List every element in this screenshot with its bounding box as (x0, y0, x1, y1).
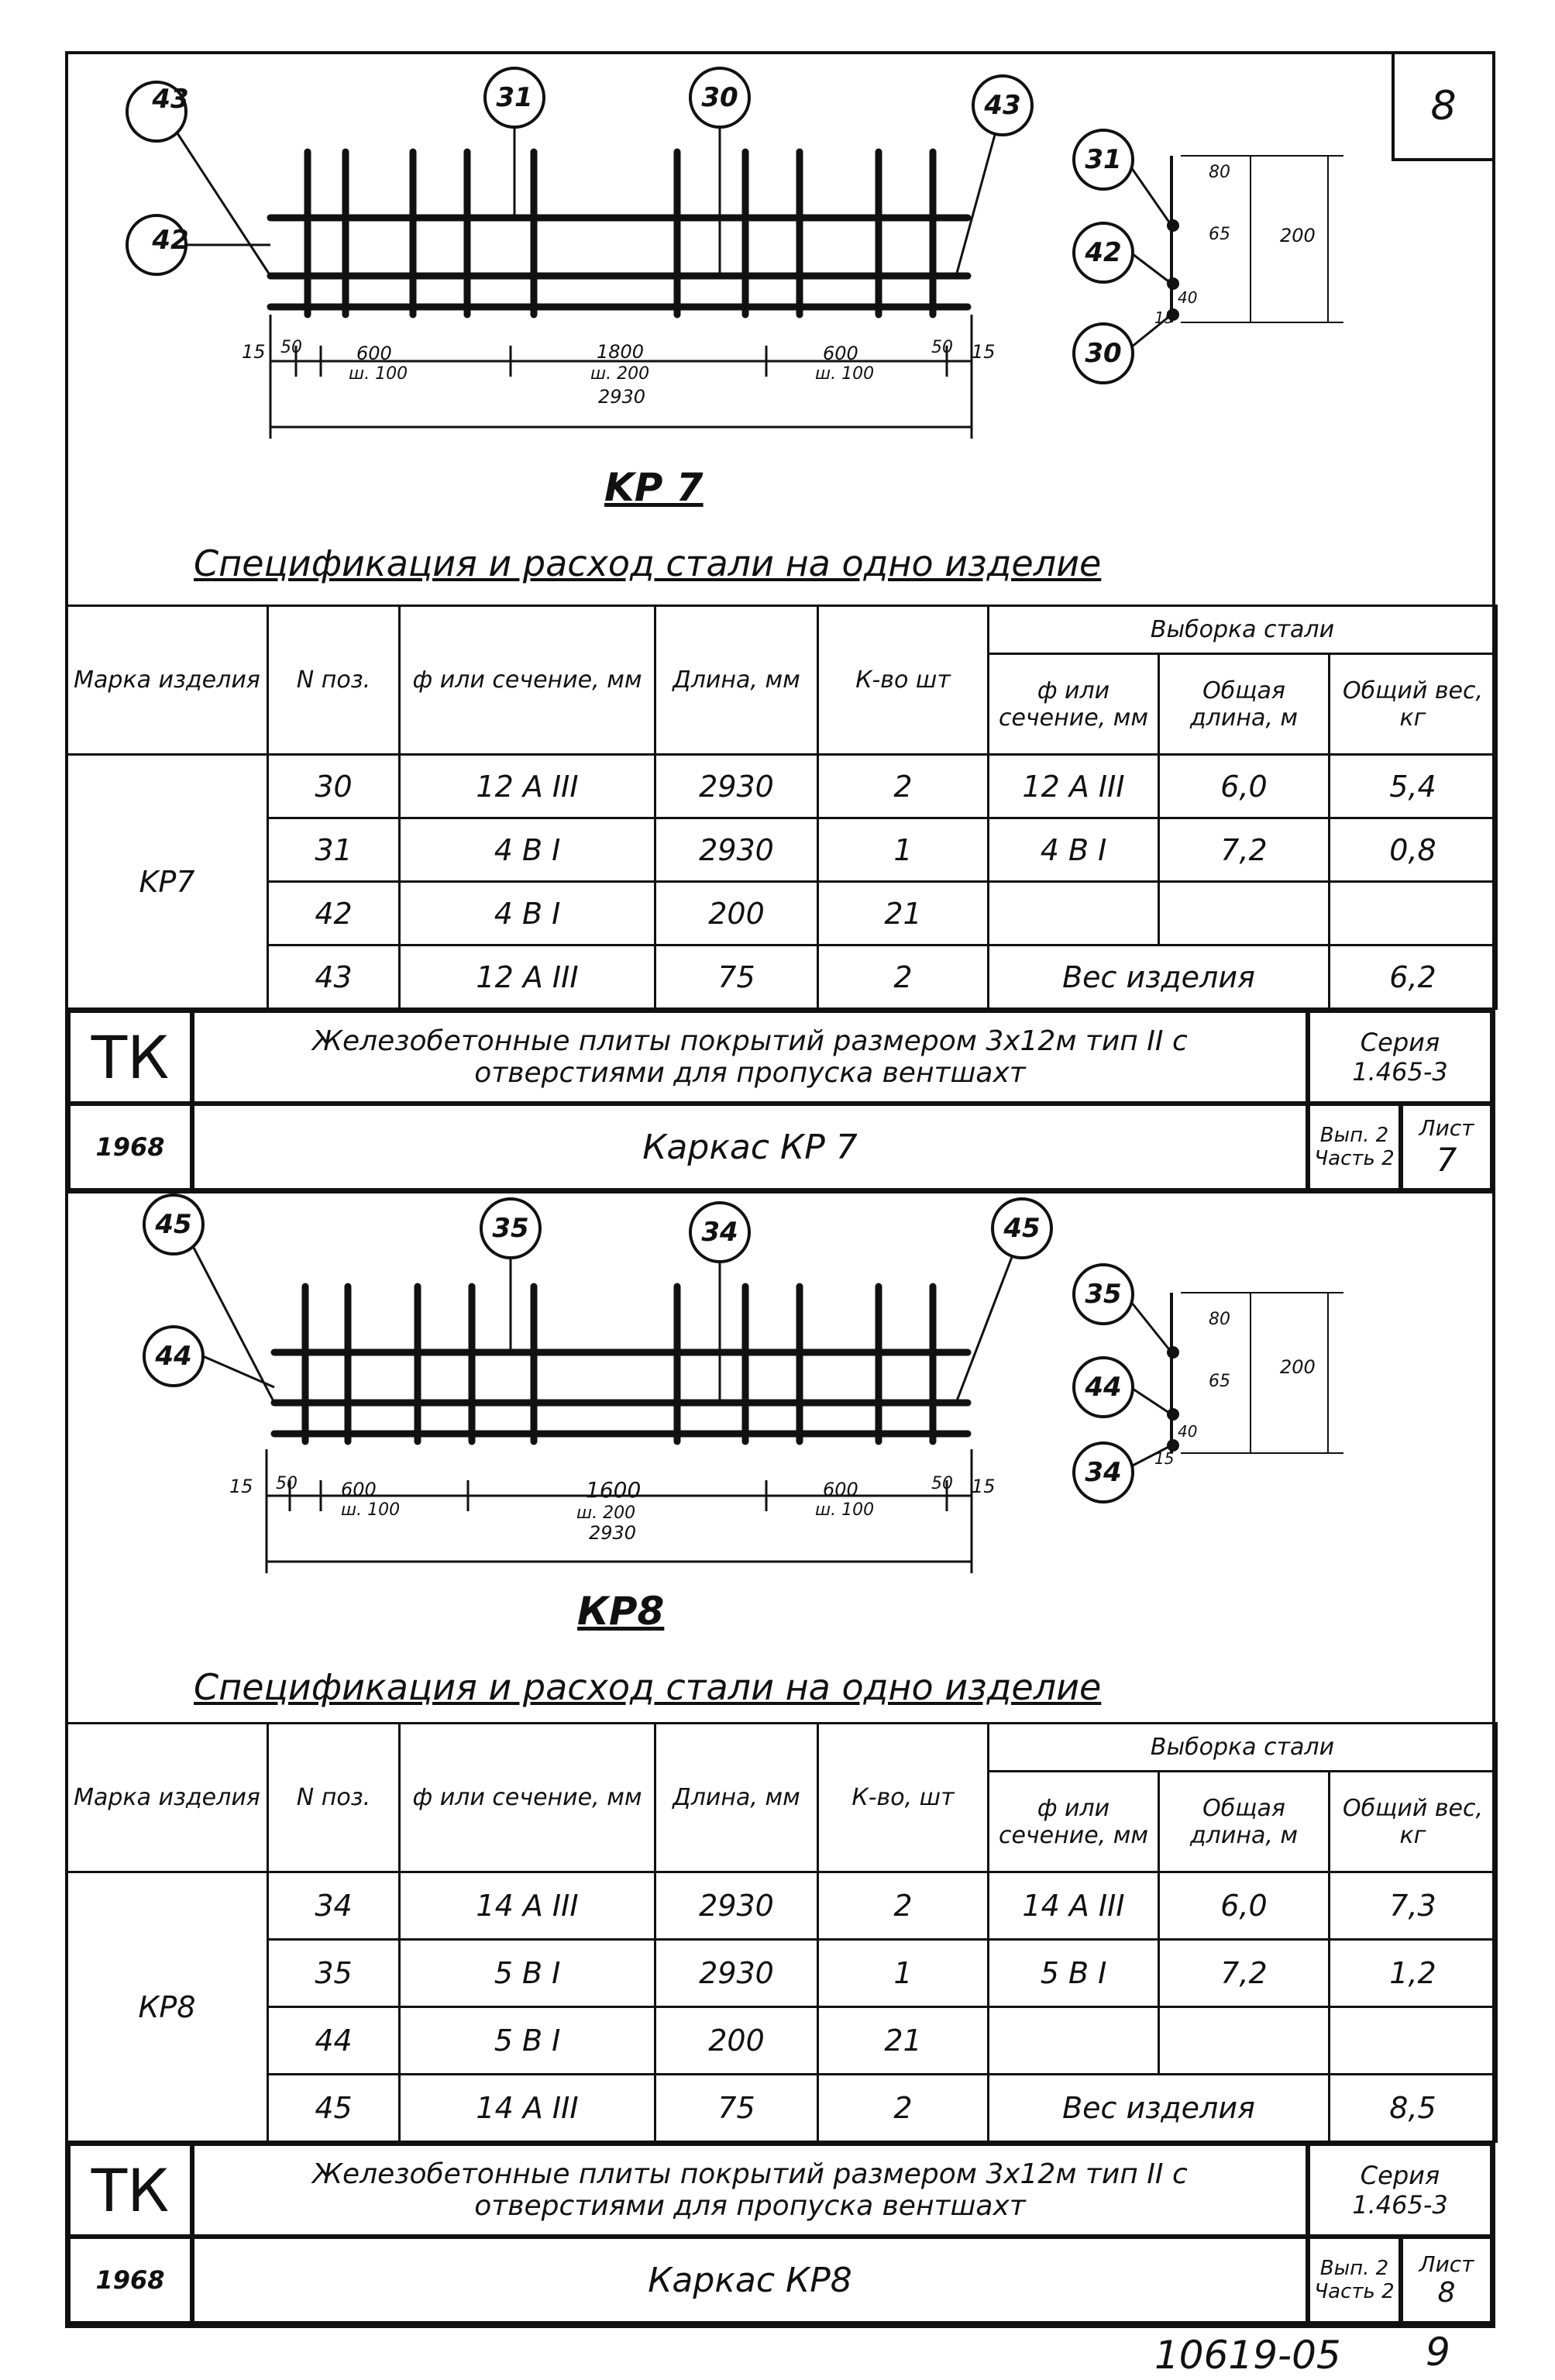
kp8-stamp-name: Каркас КР8 (192, 2237, 1308, 2323)
kp8-sec-dim-65: 65 (1209, 1372, 1230, 1391)
table-cell (1159, 882, 1330, 945)
kp8-callout-35-label: 35 (492, 1213, 529, 1244)
kp8-transverse-bars (305, 1286, 933, 1441)
table-cell: 14 А III (989, 1872, 1159, 1940)
table-cell: 30 (268, 755, 400, 818)
sheet-number: 8 (1430, 83, 1457, 129)
table-cell: 1 (818, 1940, 989, 2007)
kp7-title-block (65, 1007, 1495, 1193)
kp8-hdr-length: Длина, мм (655, 1724, 818, 1872)
kp7-hdr-sel-section: ф или сечение, мм (989, 654, 1159, 755)
table-cell: 2930 (655, 818, 818, 882)
kp8-frame-drawing (65, 1193, 1495, 1627)
kp7-dim-50a: 50 (280, 338, 302, 357)
table-cell: 2930 (655, 1872, 818, 1940)
kp7-stamp-sheet (1401, 1104, 1492, 1190)
table-cell: 75 (655, 945, 818, 1009)
kp7-hdr-length: Длина, мм (655, 606, 818, 755)
kp7-callout-30-label: 30 (701, 82, 738, 113)
kp8-series-value: 1.465-3 (1352, 2190, 1448, 2220)
kp7-stamp-name: Каркас КР 7 (192, 1104, 1308, 1190)
table-cell (1330, 882, 1497, 945)
kp8-step-200: ш. 200 (576, 1503, 636, 1523)
kp8-hdr-pos: N поз. (268, 1724, 400, 1872)
table-cell: 14 А III (400, 1872, 655, 1940)
kp8-sec-dim-80: 80 (1209, 1310, 1230, 1329)
kp8-stamp-sheet (1401, 2237, 1492, 2323)
kp8-section-callout-44: 44 (1085, 1372, 1122, 1403)
table-cell: 2 (818, 755, 989, 818)
kp7-callout-43-left-label: 43 (152, 84, 189, 115)
table-cell: 7,3 (1330, 1872, 1497, 1940)
kp8-part: Часть 2 (1314, 2280, 1395, 2303)
table-cell: 1,2 (1330, 1940, 1497, 2007)
kp8-mark-cell: КР8 (67, 1872, 268, 2142)
kp7-part: Часть 2 (1314, 1147, 1395, 1170)
kp8-step-100b: ш. 100 (815, 1500, 875, 1520)
kp7-section-callout-30: 30 (1085, 338, 1122, 369)
archive-number: 10619-05 (1154, 2333, 1341, 2378)
kp7-step-200: ш. 200 (590, 364, 650, 384)
kp7-sheet-value: 7 (1436, 1141, 1457, 1179)
kp7-sec-dim-80: 80 (1209, 163, 1230, 182)
kp7-sec-dim-65: 65 (1209, 225, 1230, 244)
table-cell: 31 (268, 818, 400, 882)
kp7-series-value: 1.465-3 (1352, 1057, 1448, 1087)
kp7-spec-title: Спецификация и расход стали на одно изделие (194, 542, 1102, 584)
kp7-weight-label: Вес изделия (989, 945, 1330, 1009)
table-cell: 34 (268, 1872, 400, 1940)
kp7-hdr-selection: Выборка стали (989, 606, 1497, 654)
table-cell (1159, 2007, 1330, 2075)
table-cell: 12 А III (400, 755, 655, 818)
kp7-dim-600a: 600 (356, 343, 392, 364)
table-cell: 1 (818, 818, 989, 882)
kp7-hdr-mark: Марка изделия (67, 606, 268, 755)
kp8-dim-600a: 600 (341, 1479, 377, 1500)
table-cell: 43 (268, 945, 400, 1009)
kp8-section-callout-34: 34 (1085, 1457, 1122, 1488)
kp7-stamp-series (1308, 1011, 1492, 1104)
table-cell: 7,2 (1159, 818, 1330, 882)
table-cell: 45 (268, 2075, 400, 2142)
kp7-issue: Вып. 2 (1319, 1124, 1389, 1147)
kp8-callout-45-right-label: 45 (1003, 1213, 1041, 1244)
kp8-dim-50a: 50 (276, 1474, 298, 1493)
kp7-hdr-pos: N поз. (268, 606, 400, 755)
table-cell: 5,4 (1330, 755, 1497, 818)
kp8-stamp-issue (1308, 2237, 1401, 2323)
table-cell: 21 (818, 2007, 989, 2075)
kp8-series-label: Серия (1360, 2161, 1440, 2190)
kp7-title: KP 7 (604, 465, 704, 510)
table-cell: 2930 (655, 755, 818, 818)
kp7-hdr-section: ф или сечение, мм (400, 606, 655, 755)
kp8-dim-15a: 15 (229, 1476, 253, 1497)
kp8-title-block (65, 2141, 1495, 2327)
table-cell: 44 (268, 2007, 400, 2075)
kp8-dim-2930: 2930 (589, 1522, 637, 1544)
table-cell: 7,2 (1159, 1940, 1330, 2007)
table-cell: 12 А III (989, 755, 1159, 818)
kp7-dim-15a: 15 (242, 341, 266, 363)
table-cell: 35 (268, 1940, 400, 2007)
table-cell: 75 (655, 2075, 818, 2142)
kp8-dim-50b: 50 (931, 1474, 953, 1493)
kp8-spec-table (65, 1722, 1498, 2143)
kp7-callout-42-label: 42 (152, 225, 189, 256)
table-cell: 6,0 (1159, 1872, 1330, 1940)
kp7-callout-43-right-label: 43 (984, 90, 1021, 121)
table-cell: 2 (818, 1872, 989, 1940)
kp8-hdr-selection: Выборка стали (989, 1724, 1497, 1772)
table-cell (989, 882, 1159, 945)
kp8-dim-1600: 1600 (586, 1477, 642, 1503)
table-cell: 4 В I (989, 818, 1159, 882)
kp8-sec-dim-15: 15 (1154, 1449, 1175, 1468)
kp7-dim-600b: 600 (823, 343, 858, 364)
table-cell: 5 В I (400, 1940, 655, 2007)
kp7-sec-dim-15: 15 (1154, 308, 1175, 327)
table-cell: 5 В I (400, 2007, 655, 2075)
kp7-hdr-total-weight: Общий вес, кг (1330, 654, 1497, 755)
kp8-callout-44-label: 44 (155, 1341, 192, 1372)
kp7-sheet-label: Лист (1419, 1115, 1474, 1141)
kp8-sheet-value: 8 (1437, 2277, 1456, 2309)
kp8-stamp-description: Железобетонные плиты покрытий размером 3х12м тип II с отверстиями для пропуска вентшахт (192, 2144, 1308, 2237)
kp8-dim-15b: 15 (972, 1476, 996, 1497)
kp7-dim-15b: 15 (972, 341, 996, 363)
table-cell: 8,5 (1330, 2075, 1497, 2142)
kp8-hdr-mark: Марка изделия (67, 1724, 268, 1872)
table-cell (1330, 2007, 1497, 2075)
kp7-longitudinal-bars (270, 218, 968, 307)
kp8-section-callout-35: 35 (1085, 1279, 1122, 1310)
kp7-sec-dim-200: 200 (1280, 225, 1316, 246)
table-cell: 4 В I (400, 882, 655, 945)
table-cell: 4 В I (400, 818, 655, 882)
table-cell: 200 (655, 882, 818, 945)
kp8-sheet-label: Лист (1419, 2251, 1474, 2277)
kp7-dim-50b: 50 (931, 338, 953, 357)
kp7-sec-dim-40: 40 (1178, 288, 1198, 307)
kp7-frame-drawing (65, 51, 1495, 485)
kp7-stamp-issue (1308, 1104, 1401, 1190)
kp8-longitudinal-bars (274, 1352, 968, 1434)
kp8-hdr-sel-section: ф или сечение, мм (989, 1772, 1159, 1872)
kp7-hdr-total-length: Общая длина, м (1159, 654, 1330, 755)
table-cell: 2 (818, 945, 989, 1009)
kp7-stamp-logo: ТК (68, 1011, 192, 1104)
kp7-hdr-qty: К-во шт (818, 606, 989, 755)
kp8-hdr-total-weight: Общий вес, кг (1330, 1772, 1497, 1872)
kp7-section-callout-31: 31 (1085, 144, 1122, 175)
table-cell: 6,0 (1159, 755, 1330, 818)
table-cell: 42 (268, 882, 400, 945)
kp7-series-label: Серия (1360, 1028, 1440, 1057)
kp8-stamp-logo: ТК (68, 2144, 192, 2237)
table-cell: 12 А III (400, 945, 655, 1009)
kp8-hdr-total-length: Общая длина, м (1159, 1772, 1330, 1872)
table-cell: 5 В I (989, 1940, 1159, 2007)
kp7-stamp-year: 1968 (68, 1104, 192, 1190)
kp8-issue: Вып. 2 (1319, 2257, 1389, 2280)
kp7-transverse-bars (308, 152, 933, 315)
table-cell: 200 (655, 2007, 818, 2075)
kp8-hdr-qty: К-во, шт (818, 1724, 989, 1872)
kp7-step-100a: ш. 100 (349, 364, 408, 384)
kp8-hdr-section: ф или сечение, мм (400, 1724, 655, 1872)
table-cell: 6,2 (1330, 945, 1497, 1009)
table-cell: 14 А III (400, 2075, 655, 2142)
kp8-callout-34-label: 34 (701, 1217, 738, 1248)
table-cell: 2 (818, 2075, 989, 2142)
page-number: 9 (1426, 2330, 1450, 2375)
kp7-mark-cell: KP7 (67, 755, 268, 1009)
table-cell (989, 2007, 1159, 2075)
kp8-step-100a: ш. 100 (341, 1500, 401, 1520)
kp7-spec-table (65, 604, 1498, 1010)
kp8-spec-title: Спецификация и расход стали на одно изделие (194, 1666, 1102, 1708)
kp8-stamp-year: 1968 (68, 2237, 192, 2323)
kp8-weight-label: Вес изделия (989, 2075, 1330, 2142)
kp7-section-callout-42: 42 (1085, 237, 1122, 268)
kp7-callout-31-label: 31 (496, 82, 533, 113)
table-cell: 21 (818, 882, 989, 945)
kp8-sec-dim-40: 40 (1178, 1422, 1198, 1441)
kp7-dim-1800: 1800 (597, 341, 645, 363)
table-cell: 0,8 (1330, 818, 1497, 882)
kp7-stamp-description: Железобетонные плиты покрытий размером 3х12м тип II с отверстиями для пропуска вентшахт (192, 1011, 1308, 1104)
kp8-sec-dim-200: 200 (1280, 1356, 1316, 1378)
table-cell: 2930 (655, 1940, 818, 2007)
kp8-callout-45-left-label: 45 (155, 1209, 192, 1240)
kp8-title: КР8 (577, 1589, 665, 1634)
kp8-stamp-series (1308, 2144, 1492, 2237)
kp8-dim-600b: 600 (823, 1479, 858, 1500)
kp7-step-100b: ш. 100 (815, 364, 875, 384)
kp7-dim-2930: 2930 (598, 386, 646, 408)
